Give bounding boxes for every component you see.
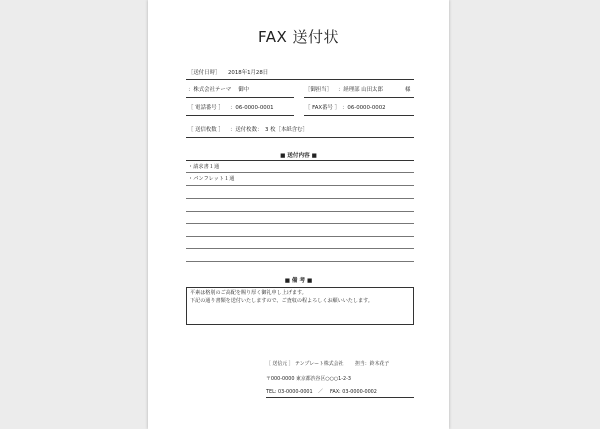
date-value: 2018年1月28日 (228, 70, 269, 76)
recipient-person-label: ［御担当］ (305, 87, 332, 93)
phone-value: ：06-0000-0001 (230, 105, 274, 111)
pages-rule (186, 137, 414, 138)
contact-row (186, 102, 414, 115)
notes-line: 下記の通り書類を送付いたしますので、ご査収の程よろしくお願いいたします。 (190, 298, 373, 304)
pages-label: ［ 送信枚数 ］ (188, 127, 224, 133)
notes-line: 平素は格別のご高配を賜り厚く御礼申し上げます。 (190, 290, 307, 296)
notes-heading: ■ 備 考 ■ (284, 278, 313, 284)
contents-item: ・請求書１通 (188, 164, 220, 170)
sender-rule (266, 397, 414, 398)
recipient-rule-right (304, 97, 414, 98)
contents-line (186, 185, 414, 186)
contents-line (186, 198, 414, 199)
recipient-company: ：株式会社テーマ 御中 (188, 87, 250, 93)
fax-label: ［ FAX番号 ］ (305, 105, 340, 111)
sender-label: ［ 送信元 ］ (266, 361, 294, 367)
contents-line (186, 172, 414, 173)
fax-rule (304, 115, 414, 116)
sender-tel: TEL: 03-0000-0001 (266, 389, 313, 395)
contents-line (186, 211, 414, 212)
sender-fax: FAX: 03-0000-0002 (330, 389, 377, 395)
contents-line (186, 236, 414, 237)
pages-row (186, 124, 414, 137)
phone-rule (186, 115, 294, 116)
sender-person: 担当：鈴木花子 (355, 361, 390, 367)
contents-line (186, 223, 414, 224)
pages-value: ：送付枚数： 3 枚［本紙含む］ (230, 127, 308, 133)
sender-address: 〒000-0000 東京都渋谷区○○○1-2-3 (266, 376, 352, 382)
contents-top-rule (186, 160, 414, 161)
contents-line (186, 248, 414, 249)
document-title: FAX 送付状 (257, 28, 340, 46)
recipient-row (186, 84, 414, 97)
contents-heading: ■ 送付内容 ■ (280, 153, 317, 159)
contents-item: ・パンフレット１通 (188, 176, 235, 182)
sender-separator: ／ (318, 389, 323, 395)
fax-value: ：06-0000-0002 (342, 105, 386, 111)
sender-company: テンプレート株式会社 (295, 361, 344, 367)
date-label: ［送付日時］ (188, 70, 221, 76)
phone-label: ［ 電話番号 ］ (188, 105, 224, 111)
notes-box (186, 287, 414, 325)
fax-cover-sheet (148, 0, 449, 429)
date-rule (186, 79, 414, 80)
recipient-honorific: 様 (405, 87, 411, 93)
recipient-person-value: ：経理部 山田太郎 (338, 87, 383, 93)
contents-line (186, 261, 414, 262)
recipient-rule-left (186, 97, 294, 98)
